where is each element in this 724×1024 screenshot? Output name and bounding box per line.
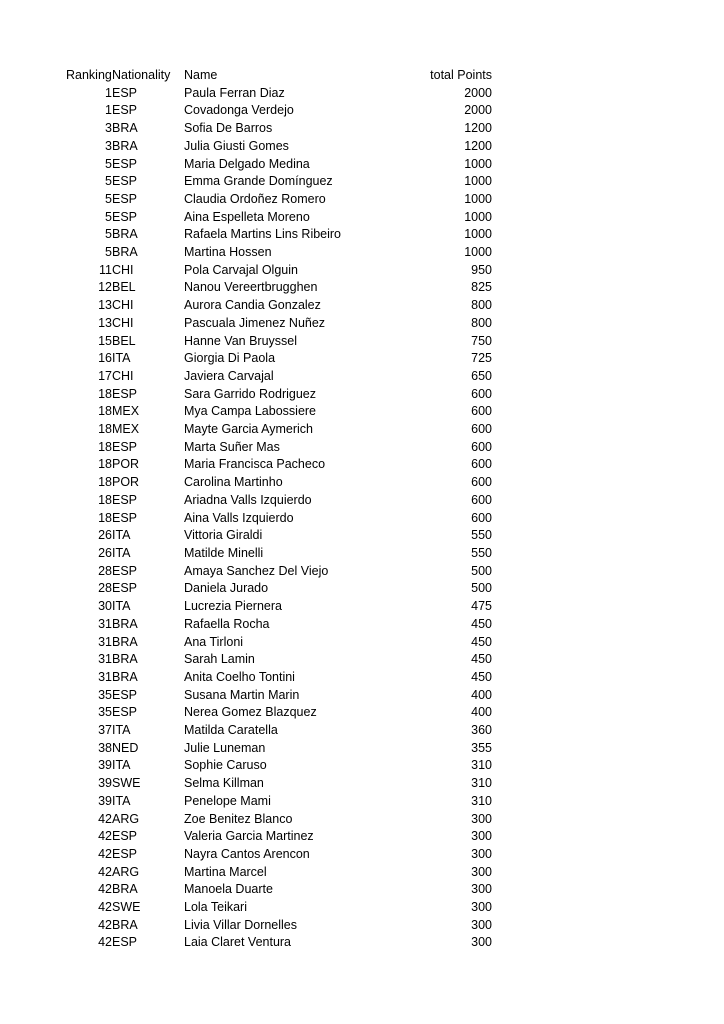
cell-nationality: SWE: [112, 900, 141, 915]
cell-name: Martina Marcel: [184, 864, 267, 879]
cell-points: 450: [471, 652, 492, 667]
cell-nationality: ARG: [112, 864, 140, 879]
cell-name: Carolina Martinho: [184, 475, 283, 490]
table-row: [66, 191, 492, 209]
table-row: [66, 297, 492, 315]
cell-ranking: 1: [105, 85, 112, 100]
cell-points: 600: [471, 510, 492, 525]
cell-points: 310: [471, 793, 492, 808]
cell-points: 300: [471, 829, 492, 844]
cell-ranking: 42: [98, 864, 112, 879]
cell-points: 450: [471, 669, 492, 684]
table-row: [66, 510, 492, 528]
cell-points: 1200: [464, 121, 492, 136]
cell-ranking: 18: [98, 422, 112, 437]
cell-points: 300: [471, 882, 492, 897]
cell-points: 1000: [464, 191, 492, 206]
table-row: [66, 899, 492, 917]
cell-points: 500: [471, 563, 492, 578]
cell-nationality: ESP: [112, 191, 138, 206]
cell-name: Aina Valls Izquierdo: [184, 510, 294, 525]
cell-ranking: 42: [98, 829, 112, 844]
cell-points: 600: [471, 422, 492, 437]
cell-nationality: ESP: [112, 510, 138, 525]
cell-points: 1200: [464, 138, 492, 153]
cell-ranking: 35: [98, 705, 112, 720]
cell-nationality: ESP: [112, 209, 138, 224]
cell-nationality: BRA: [112, 245, 138, 260]
cell-points: 600: [471, 404, 492, 419]
cell-name: Covadonga Verdejo: [184, 103, 294, 118]
cell-points: 800: [471, 298, 492, 313]
cell-nationality: ESP: [112, 581, 138, 596]
cell-ranking: 13: [98, 298, 112, 313]
table-row: [66, 793, 492, 811]
cell-name: Sara Garrido Rodriguez: [184, 386, 317, 401]
cell-points: 310: [471, 776, 492, 791]
cell-name: Manoela Duarte: [184, 882, 273, 897]
table-row: [66, 368, 492, 386]
cell-points: 300: [471, 846, 492, 861]
cell-name: Sofia De Barros: [184, 121, 273, 136]
table-header: [66, 67, 492, 85]
cell-ranking: 18: [98, 439, 112, 454]
cell-nationality: ESP: [112, 439, 138, 454]
cell-nationality: ITA: [112, 351, 131, 366]
cell-nationality: ITA: [112, 758, 131, 773]
table-row: [66, 492, 492, 510]
cell-ranking: 31: [98, 634, 112, 649]
header-row: [66, 67, 492, 85]
table-row: [66, 757, 492, 775]
table-row: [66, 563, 492, 581]
cell-nationality: BRA: [112, 227, 138, 242]
cell-name: Mya Campa Labossiere: [184, 404, 317, 419]
cell-points: 2000: [464, 103, 492, 118]
cell-nationality: BEL: [112, 280, 136, 295]
cell-nationality: ESP: [112, 563, 138, 578]
cell-nationality: ARG: [112, 811, 140, 826]
cell-name: Matilda Caratella: [184, 723, 278, 738]
cell-name: Martina Hossen: [184, 245, 272, 260]
table-row: [66, 687, 492, 705]
cell-points: 550: [471, 545, 492, 560]
cell-nationality: BRA: [112, 917, 138, 932]
cell-nationality: BRA: [112, 121, 138, 136]
cell-points: 650: [471, 368, 492, 383]
cell-points: 500: [471, 581, 492, 596]
cell-name: Rafaella Rocha: [184, 616, 270, 631]
table-row: [66, 811, 492, 829]
cell-name: Lucrezia Piernera: [184, 599, 282, 614]
table-row: [66, 474, 492, 492]
cell-points: 1000: [464, 227, 492, 242]
cell-name: Nayra Cantos Arencon: [184, 846, 310, 861]
cell-ranking: 18: [98, 475, 112, 490]
cell-nationality: BRA: [112, 138, 138, 153]
header-name: Name: [184, 68, 218, 82]
cell-points: 360: [471, 723, 492, 738]
table-row: [66, 439, 492, 457]
ranking-table: [66, 67, 492, 952]
cell-name: Susana Martin Marin: [184, 687, 300, 702]
table-row: [66, 917, 492, 935]
cell-points: 300: [471, 864, 492, 879]
cell-points: 450: [471, 634, 492, 649]
table-row: [66, 279, 492, 297]
table-row: [66, 85, 492, 103]
cell-name: Nanou Vereertbrugghen: [184, 280, 318, 295]
cell-points: 825: [471, 280, 492, 295]
cell-name: Emma Grande Domínguez: [184, 174, 333, 189]
cell-points: 1000: [464, 156, 492, 171]
cell-name: Giorgia Di Paola: [184, 351, 276, 366]
cell-points: 600: [471, 439, 492, 454]
table-row: [66, 722, 492, 740]
table-row: [66, 704, 492, 722]
cell-nationality: SWE: [112, 776, 141, 791]
cell-nationality: BEL: [112, 333, 136, 348]
cell-ranking: 42: [98, 917, 112, 932]
table-body: [66, 85, 492, 952]
cell-nationality: NED: [112, 740, 139, 755]
cell-nationality: BRA: [112, 616, 138, 631]
cell-points: 950: [471, 262, 492, 277]
table-row: [66, 403, 492, 421]
cell-name: Mayte Garcia Aymerich: [184, 422, 313, 437]
cell-nationality: BRA: [112, 882, 138, 897]
cell-nationality: ITA: [112, 528, 131, 543]
table-row: [66, 651, 492, 669]
cell-points: 300: [471, 935, 492, 950]
cell-name: Hanne Van Bruyssel: [184, 333, 298, 348]
cell-name: Penelope Mami: [184, 793, 271, 808]
header-ranking: Ranking: [66, 68, 112, 82]
cell-ranking: 26: [98, 545, 112, 560]
cell-ranking: 35: [98, 687, 112, 702]
cell-ranking: 5: [105, 245, 112, 260]
cell-ranking: 31: [98, 616, 112, 631]
cell-points: 800: [471, 315, 492, 330]
cell-ranking: 28: [98, 563, 112, 578]
table-row: [66, 156, 492, 174]
table-row: [66, 740, 492, 758]
cell-nationality: ESP: [112, 846, 138, 861]
cell-ranking: 18: [98, 404, 112, 419]
cell-name: Claudia Ordoñez Romero: [184, 191, 326, 206]
cell-ranking: 12: [98, 280, 112, 295]
table-row: [66, 120, 492, 138]
table-row: [66, 262, 492, 280]
cell-ranking: 5: [105, 191, 112, 206]
table-row: [66, 828, 492, 846]
cell-name: Zoe Benitez Blanco: [184, 811, 293, 826]
cell-nationality: ESP: [112, 705, 138, 720]
header-points: total Points: [430, 68, 492, 82]
cell-points: 550: [471, 528, 492, 543]
cell-ranking: 42: [98, 846, 112, 861]
cell-nationality: CHI: [112, 315, 134, 330]
cell-name: Amaya Sanchez Del Viejo: [184, 563, 329, 578]
cell-ranking: 42: [98, 935, 112, 950]
cell-ranking: 42: [98, 900, 112, 915]
table-row: [66, 775, 492, 793]
table-row: [66, 350, 492, 368]
cell-name: Julia Giusti Gomes: [184, 138, 289, 153]
cell-ranking: 37: [98, 723, 112, 738]
cell-name: Maria Francisca Pacheco: [184, 457, 326, 472]
cell-nationality: ESP: [112, 386, 138, 401]
cell-name: Pascuala Jimenez Nuñez: [184, 315, 326, 330]
cell-ranking: 28: [98, 581, 112, 596]
cell-name: Nerea Gomez Blazquez: [184, 705, 317, 720]
cell-points: 310: [471, 758, 492, 773]
cell-nationality: ESP: [112, 85, 138, 100]
cell-name: Matilde Minelli: [184, 545, 264, 560]
cell-name: Marta Suñer Mas: [184, 439, 280, 454]
cell-ranking: 1: [105, 103, 112, 118]
header-nationality: Nationality: [112, 68, 171, 82]
cell-nationality: ESP: [112, 829, 138, 844]
cell-points: 300: [471, 811, 492, 826]
cell-ranking: 3: [105, 138, 112, 153]
cell-points: 725: [471, 351, 492, 366]
cell-ranking: 39: [98, 758, 112, 773]
cell-name: Vittoria Giraldi: [184, 528, 263, 543]
cell-nationality: ITA: [112, 599, 131, 614]
cell-name: Laia Claret Ventura: [184, 935, 292, 950]
cell-name: Ana Tirloni: [184, 634, 244, 649]
cell-nationality: ESP: [112, 492, 138, 507]
cell-points: 750: [471, 333, 492, 348]
cell-name: Anita Coelho Tontini: [184, 669, 295, 684]
table-row: [66, 934, 492, 952]
cell-ranking: 42: [98, 882, 112, 897]
cell-name: Valeria Garcia Martinez: [184, 829, 314, 844]
cell-ranking: 5: [105, 174, 112, 189]
table-row: [66, 333, 492, 351]
cell-nationality: MEX: [112, 422, 140, 437]
cell-ranking: 39: [98, 776, 112, 791]
cell-nationality: MEX: [112, 404, 140, 419]
cell-nationality: ESP: [112, 687, 138, 702]
cell-nationality: ESP: [112, 156, 138, 171]
cell-nationality: ITA: [112, 545, 131, 560]
cell-ranking: 5: [105, 209, 112, 224]
cell-nationality: CHI: [112, 262, 134, 277]
cell-ranking: 26: [98, 528, 112, 543]
table-row: [66, 244, 492, 262]
table-row: [66, 173, 492, 191]
table-row: [66, 138, 492, 156]
cell-name: Javiera Carvajal: [184, 368, 274, 383]
table-row: [66, 580, 492, 598]
cell-ranking: 18: [98, 386, 112, 401]
cell-name: Pola Carvajal Olguin: [184, 262, 298, 277]
table-row: [66, 527, 492, 545]
cell-name: Aina Espelleta Moreno: [184, 209, 310, 224]
cell-ranking: 31: [98, 669, 112, 684]
table-row: [66, 386, 492, 404]
cell-points: 2000: [464, 85, 492, 100]
cell-points: 400: [471, 687, 492, 702]
cell-points: 1000: [464, 209, 492, 224]
cell-name: Lola Teikari: [184, 900, 248, 915]
cell-points: 355: [471, 740, 492, 755]
cell-ranking: 16: [98, 351, 112, 366]
cell-name: Aurora Candia Gonzalez: [184, 298, 321, 313]
cell-ranking: 18: [98, 457, 112, 472]
cell-nationality: ITA: [112, 793, 131, 808]
cell-nationality: POR: [112, 475, 140, 490]
cell-ranking: 18: [98, 510, 112, 525]
cell-ranking: 42: [98, 811, 112, 826]
cell-nationality: BRA: [112, 669, 138, 684]
cell-nationality: POR: [112, 457, 140, 472]
table-row: [66, 315, 492, 333]
cell-points: 300: [471, 917, 492, 932]
cell-ranking: 30: [98, 599, 112, 614]
cell-points: 400: [471, 705, 492, 720]
table-row: [66, 456, 492, 474]
cell-points: 600: [471, 475, 492, 490]
table-row: [66, 545, 492, 563]
cell-name: Paula Ferran Diaz: [184, 85, 285, 100]
cell-points: 300: [471, 900, 492, 915]
cell-nationality: ITA: [112, 723, 131, 738]
cell-ranking: 38: [98, 740, 112, 755]
table-row: [66, 102, 492, 120]
cell-points: 600: [471, 492, 492, 507]
cell-ranking: 5: [105, 227, 112, 242]
cell-ranking: 3: [105, 121, 112, 136]
table-row: [66, 421, 492, 439]
cell-ranking: 18: [98, 492, 112, 507]
cell-name: Selma Killman: [184, 776, 264, 791]
table-row: [66, 864, 492, 882]
cell-nationality: CHI: [112, 298, 134, 313]
cell-points: 1000: [464, 245, 492, 260]
cell-name: Rafaela Martins Lins Ribeiro: [184, 227, 342, 242]
cell-nationality: ESP: [112, 174, 138, 189]
cell-name: Sophie Caruso: [184, 758, 267, 773]
cell-name: Sarah Lamin: [184, 652, 255, 667]
cell-nationality: BRA: [112, 652, 138, 667]
table-row: [66, 598, 492, 616]
cell-points: 1000: [464, 174, 492, 189]
cell-ranking: 13: [98, 315, 112, 330]
cell-name: Livia Villar Dornelles: [184, 917, 298, 932]
cell-ranking: 5: [105, 156, 112, 171]
cell-ranking: 39: [98, 793, 112, 808]
cell-nationality: CHI: [112, 368, 134, 383]
table-row: [66, 634, 492, 652]
cell-ranking: 31: [98, 652, 112, 667]
table-row: [66, 881, 492, 899]
cell-points: 450: [471, 616, 492, 631]
cell-points: 600: [471, 457, 492, 472]
cell-ranking: 11: [99, 262, 112, 277]
cell-ranking: 17: [98, 368, 112, 383]
cell-ranking: 15: [98, 333, 112, 348]
cell-name: Daniela Jurado: [184, 581, 269, 596]
cell-nationality: ESP: [112, 103, 138, 118]
cell-name: Maria Delgado Medina: [184, 156, 310, 171]
table-row: [66, 616, 492, 634]
cell-name: Ariadna Valls Izquierdo: [184, 492, 312, 507]
table-row: [66, 669, 492, 687]
cell-nationality: BRA: [112, 634, 138, 649]
cell-nationality: ESP: [112, 935, 138, 950]
table-row: [66, 846, 492, 864]
cell-points: 475: [471, 599, 492, 614]
cell-name: Julie Luneman: [184, 740, 266, 755]
cell-points: 600: [471, 386, 492, 401]
table-row: [66, 209, 492, 227]
table-row: [66, 226, 492, 244]
